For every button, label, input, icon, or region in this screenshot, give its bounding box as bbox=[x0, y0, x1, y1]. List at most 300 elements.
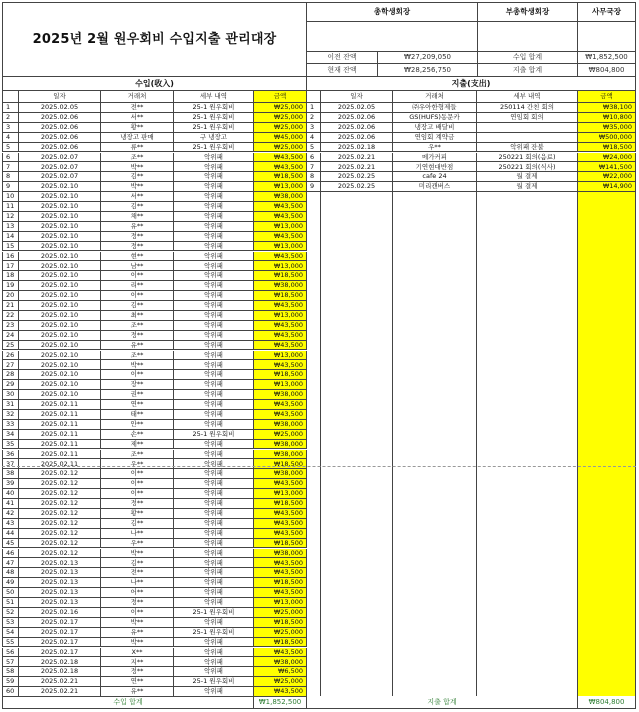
income-row-date: 2025.02.12 bbox=[19, 489, 101, 499]
income-row-amount: ₩38,000 bbox=[254, 440, 307, 450]
income-row-no: 44 bbox=[2, 529, 19, 539]
income-row-date: 2025.02.11 bbox=[19, 440, 101, 450]
income-row-party: 정** bbox=[101, 598, 174, 608]
income-row-party: 어** bbox=[101, 588, 174, 598]
expense-row-date: 2025.02.05 bbox=[321, 103, 393, 113]
income-row-no: 54 bbox=[2, 628, 19, 638]
income-row-no: 11 bbox=[2, 202, 19, 212]
income-row-date: 2025.02.13 bbox=[19, 558, 101, 568]
income-row-detail: 악위패 bbox=[174, 558, 254, 568]
income-row-party: 남** bbox=[101, 261, 174, 271]
income-row-detail: 악위패 bbox=[174, 420, 254, 430]
income-row-detail: 악위패 bbox=[174, 598, 254, 608]
income-row-party: 태** bbox=[101, 410, 174, 420]
income-row-no: 28 bbox=[2, 370, 19, 380]
income-row-party: 채** bbox=[101, 212, 174, 222]
income-row-detail: 악위패 bbox=[174, 182, 254, 192]
income-row-amount: ₩43,500 bbox=[254, 687, 307, 697]
expense-row-detail: 250221 회의(음료) bbox=[477, 153, 578, 163]
income-row-date: 2025.02.10 bbox=[19, 202, 101, 212]
income-header-amount: 금액 bbox=[254, 91, 307, 103]
income-total-value: ₩1,852,500 bbox=[254, 696, 307, 709]
income-row-party: 황** bbox=[101, 509, 174, 519]
income-row-party: 황** bbox=[101, 123, 174, 133]
income-row-date: 2025.02.10 bbox=[19, 380, 101, 390]
income-row-amount: ₩18,500 bbox=[254, 638, 307, 648]
income-row-detail: 악위패 bbox=[174, 321, 254, 331]
income-row-detail: 악위패 bbox=[174, 311, 254, 321]
income-row-amount: ₩43,500 bbox=[254, 321, 307, 331]
income-row-date: 2025.02.12 bbox=[19, 549, 101, 559]
income-row-party: 박** bbox=[101, 549, 174, 559]
expense-header-party: 거래처 bbox=[393, 91, 477, 103]
income-row-party: 박** bbox=[101, 360, 174, 370]
income-row-detail: 악위패 bbox=[174, 618, 254, 628]
income-row-no: 39 bbox=[2, 479, 19, 489]
income-row-party: 안** bbox=[101, 420, 174, 430]
income-row-detail: 악위패 bbox=[174, 459, 254, 469]
income-row-party: 유** bbox=[101, 341, 174, 351]
income-row-no: 38 bbox=[2, 469, 19, 479]
income-row-amount: ₩25,000 bbox=[254, 123, 307, 133]
income-row-date: 2025.02.10 bbox=[19, 182, 101, 192]
prev-balance-value: ₩27,209,050 bbox=[378, 52, 478, 64]
income-row-no: 24 bbox=[2, 331, 19, 341]
income-row-detail: 악위패 bbox=[174, 370, 254, 380]
income-row-party: 서** bbox=[101, 113, 174, 123]
income-row-detail: 구 냉장고 bbox=[174, 133, 254, 143]
income-row-amount: ₩38,000 bbox=[254, 420, 307, 430]
income-row-detail: 악위패 bbox=[174, 588, 254, 598]
income-row-party: 권** bbox=[101, 390, 174, 400]
income-row-no: 36 bbox=[2, 450, 19, 460]
income-row-party: 박** bbox=[101, 182, 174, 192]
income-row-amount: ₩18,500 bbox=[254, 539, 307, 549]
income-row-date: 2025.02.11 bbox=[19, 430, 101, 440]
income-row-detail: 악위패 bbox=[174, 281, 254, 291]
income-row-amount: ₩25,000 bbox=[254, 608, 307, 618]
income-row-date: 2025.02.12 bbox=[19, 499, 101, 509]
income-row-date: 2025.02.10 bbox=[19, 192, 101, 202]
income-row-date: 2025.02.21 bbox=[19, 687, 101, 697]
income-row-date: 2025.02.10 bbox=[19, 301, 101, 311]
income-row-detail: 25-1 원우회비 bbox=[174, 628, 254, 638]
income-row-detail: 악위패 bbox=[174, 331, 254, 341]
income-row-no: 52 bbox=[2, 608, 19, 618]
income-row-amount: ₩43,500 bbox=[254, 202, 307, 212]
income-row-party: 연** bbox=[101, 677, 174, 687]
expense-header-no bbox=[307, 91, 321, 103]
expense-row-amount: ₩38,100 bbox=[578, 103, 636, 113]
income-row-party: 손** bbox=[101, 430, 174, 440]
income-row-detail: 악위패 bbox=[174, 192, 254, 202]
income-row-no: 47 bbox=[2, 558, 19, 568]
income-row-date: 2025.02.10 bbox=[19, 261, 101, 271]
income-row-date: 2025.02.07 bbox=[19, 153, 101, 163]
income-row-date: 2025.02.10 bbox=[19, 291, 101, 301]
income-row-amount: ₩43,500 bbox=[254, 153, 307, 163]
income-row-amount: ₩38,000 bbox=[254, 549, 307, 559]
expense-row-party: 연임회 계약금 bbox=[393, 133, 477, 143]
income-row-detail: 악위패 bbox=[174, 291, 254, 301]
income-row-no: 13 bbox=[2, 222, 19, 232]
income-row-no: 5 bbox=[2, 143, 19, 153]
expense-row-amount: ₩14,900 bbox=[578, 182, 636, 192]
income-row-no: 50 bbox=[2, 588, 19, 598]
income-row-party: 조** bbox=[101, 351, 174, 361]
income-row-no: 20 bbox=[2, 291, 19, 301]
expense-row-no: 1 bbox=[307, 103, 321, 113]
secretary-general-label: 사무국장 bbox=[578, 2, 636, 22]
income-row-date: 2025.02.10 bbox=[19, 271, 101, 281]
income-row-amount: ₩43,500 bbox=[254, 588, 307, 598]
income-row-detail: 악위패 bbox=[174, 529, 254, 539]
income-row-party: 최** bbox=[101, 311, 174, 321]
income-row-amount: ₩43,500 bbox=[254, 252, 307, 262]
income-row-amount: ₩13,000 bbox=[254, 598, 307, 608]
expense-column-blank bbox=[477, 192, 578, 696]
income-row-amount: ₩25,000 bbox=[254, 677, 307, 687]
income-row-date: 2025.02.13 bbox=[19, 588, 101, 598]
income-row-party: 우** bbox=[101, 459, 174, 469]
income-row-detail: 악위패 bbox=[174, 212, 254, 222]
expense-row-amount: ₩35,000 bbox=[578, 123, 636, 133]
income-row-detail: 25-1 원우회비 bbox=[174, 143, 254, 153]
income-row-detail: 악위패 bbox=[174, 657, 254, 667]
income-row-no: 51 bbox=[2, 598, 19, 608]
vice-president-label: 부총학생회장 bbox=[478, 2, 578, 22]
income-row-detail: 악위패 bbox=[174, 578, 254, 588]
income-row-no: 30 bbox=[2, 390, 19, 400]
income-row-party: 전** bbox=[101, 103, 174, 113]
income-row-no: 57 bbox=[2, 657, 19, 667]
income-section-title: 수입(收入) bbox=[2, 77, 307, 91]
income-row-party: 이** bbox=[101, 479, 174, 489]
income-row-amount: ₩18,500 bbox=[254, 271, 307, 281]
income-row-party: 이** bbox=[101, 370, 174, 380]
income-row-detail: 악위패 bbox=[174, 261, 254, 271]
income-row-no: 1 bbox=[2, 103, 19, 113]
expense-row-date: 2025.02.21 bbox=[321, 153, 393, 163]
income-row-date: 2025.02.21 bbox=[19, 677, 101, 687]
income-row-date: 2025.02.11 bbox=[19, 459, 101, 469]
income-row-date: 2025.02.06 bbox=[19, 133, 101, 143]
income-row-no: 37 bbox=[2, 459, 19, 469]
income-row-date: 2025.02.10 bbox=[19, 212, 101, 222]
expense-row-amount: ₩18,500 bbox=[578, 143, 636, 153]
expense-header-date: 일자 bbox=[321, 91, 393, 103]
income-row-amount: ₩18,500 bbox=[254, 291, 307, 301]
income-row-date: 2025.02.16 bbox=[19, 608, 101, 618]
income-row-no: 58 bbox=[2, 667, 19, 677]
expense-total-value: ₩804,800 bbox=[578, 696, 636, 709]
income-row-amount: ₩25,000 bbox=[254, 628, 307, 638]
income-row-date: 2025.02.10 bbox=[19, 370, 101, 380]
income-row-party: 리** bbox=[101, 281, 174, 291]
income-row-party: 서** bbox=[101, 192, 174, 202]
income-row-party: 박** bbox=[101, 638, 174, 648]
expense-row-date: 2025.02.06 bbox=[321, 133, 393, 143]
income-row-detail: 25-1 원우회비 bbox=[174, 677, 254, 687]
income-row-no: 42 bbox=[2, 509, 19, 519]
income-row-date: 2025.02.10 bbox=[19, 311, 101, 321]
income-row-no: 32 bbox=[2, 410, 19, 420]
income-row-no: 49 bbox=[2, 578, 19, 588]
income-row-detail: 악위패 bbox=[174, 202, 254, 212]
income-row-amount: ₩18,500 bbox=[254, 618, 307, 628]
income-row-date: 2025.02.11 bbox=[19, 410, 101, 420]
income-row-no: 14 bbox=[2, 232, 19, 242]
income-row-detail: 25-1 원우회비 bbox=[174, 608, 254, 618]
income-row-amount: ₩25,000 bbox=[254, 103, 307, 113]
income-row-no: 27 bbox=[2, 360, 19, 370]
income-total-summary-value: ₩1,852,500 bbox=[578, 52, 636, 64]
expense-row-no: 3 bbox=[307, 123, 321, 133]
income-row-date: 2025.02.10 bbox=[19, 351, 101, 361]
income-row-amount: ₩43,500 bbox=[254, 529, 307, 539]
income-row-no: 4 bbox=[2, 133, 19, 143]
expense-row-party: 메가커피 bbox=[393, 153, 477, 163]
income-row-amount: ₩13,000 bbox=[254, 351, 307, 361]
income-row-detail: 악위패 bbox=[174, 341, 254, 351]
income-row-party: 류** bbox=[101, 143, 174, 153]
income-row-detail: 악위패 bbox=[174, 410, 254, 420]
income-row-amount: ₩18,500 bbox=[254, 578, 307, 588]
income-header-party: 거래처 bbox=[101, 91, 174, 103]
income-row-no: 3 bbox=[2, 123, 19, 133]
income-row-party: X** bbox=[101, 648, 174, 658]
income-row-party: 이** bbox=[101, 469, 174, 479]
expense-row-date: 2025.02.25 bbox=[321, 182, 393, 192]
income-row-party: 조** bbox=[101, 153, 174, 163]
income-row-amount: ₩43,500 bbox=[254, 360, 307, 370]
income-row-no: 6 bbox=[2, 153, 19, 163]
income-row-party: 제** bbox=[101, 440, 174, 450]
income-row-detail: 악위패 bbox=[174, 519, 254, 529]
income-row-detail: 25-1 원우회비 bbox=[174, 103, 254, 113]
income-row-detail: 악위패 bbox=[174, 549, 254, 559]
vice-president-sign-box[interactable] bbox=[478, 22, 578, 52]
income-row-date: 2025.02.10 bbox=[19, 331, 101, 341]
expense-row-detail bbox=[477, 123, 578, 133]
income-row-date: 2025.02.07 bbox=[19, 162, 101, 172]
income-row-no: 12 bbox=[2, 212, 19, 222]
income-row-no: 8 bbox=[2, 172, 19, 182]
income-row-detail: 악위패 bbox=[174, 539, 254, 549]
income-row-detail: 악위패 bbox=[174, 400, 254, 410]
expense-header-detail: 세부 내역 bbox=[477, 91, 578, 103]
income-row-no: 29 bbox=[2, 380, 19, 390]
income-row-amount: ₩25,000 bbox=[254, 143, 307, 153]
expense-row-party: GS(HUFS)동문카 bbox=[393, 113, 477, 123]
income-row-no: 55 bbox=[2, 638, 19, 648]
income-row-party: 냉장고 판매 bbox=[101, 133, 174, 143]
income-row-party: 김** bbox=[101, 172, 174, 182]
secretary-general-sign-box[interactable] bbox=[578, 22, 636, 52]
income-row-party: 이** bbox=[101, 291, 174, 301]
income-row-amount: ₩13,000 bbox=[254, 242, 307, 252]
income-row-date: 2025.02.12 bbox=[19, 469, 101, 479]
income-row-party: 나** bbox=[101, 529, 174, 539]
income-row-date: 2025.02.13 bbox=[19, 578, 101, 588]
income-row-detail: 악위패 bbox=[174, 252, 254, 262]
income-row-amount: ₩38,000 bbox=[254, 469, 307, 479]
income-row-detail: 악위패 bbox=[174, 648, 254, 658]
income-row-party: 김** bbox=[101, 301, 174, 311]
expense-row-detail bbox=[477, 133, 578, 143]
expense-row-no: 8 bbox=[307, 172, 321, 182]
income-row-date: 2025.02.13 bbox=[19, 598, 101, 608]
income-row-party: 정** bbox=[101, 232, 174, 242]
income-row-party: 정** bbox=[101, 667, 174, 677]
income-row-detail: 악위패 bbox=[174, 390, 254, 400]
income-row-party: 정** bbox=[101, 331, 174, 341]
income-row-amount: ₩25,000 bbox=[254, 113, 307, 123]
income-row-detail: 악위패 bbox=[174, 222, 254, 232]
expense-row-detail: 250221 회의(식사) bbox=[477, 162, 578, 172]
income-row-amount: ₩38,000 bbox=[254, 390, 307, 400]
income-row-date: 2025.02.10 bbox=[19, 360, 101, 370]
income-row-party: 현** bbox=[101, 252, 174, 262]
expense-row-party: 기연현대반점 bbox=[393, 162, 477, 172]
expense-column-blank bbox=[321, 192, 393, 696]
income-row-party: 조** bbox=[101, 450, 174, 460]
income-row-amount: ₩38,000 bbox=[254, 657, 307, 667]
income-row-detail: 악위패 bbox=[174, 380, 254, 390]
income-row-detail: 악위패 bbox=[174, 489, 254, 499]
income-row-party: 유** bbox=[101, 222, 174, 232]
curr-balance-label: 현재 잔액 bbox=[307, 64, 378, 77]
income-row-party: 이** bbox=[101, 489, 174, 499]
income-row-party: 유** bbox=[101, 687, 174, 697]
income-row-no: 17 bbox=[2, 261, 19, 271]
expense-row-amount: ₩141,500 bbox=[578, 162, 636, 172]
income-row-no: 7 bbox=[2, 162, 19, 172]
income-row-detail: 악위패 bbox=[174, 568, 254, 578]
expense-row-no: 4 bbox=[307, 133, 321, 143]
income-row-party: 장** bbox=[101, 380, 174, 390]
income-row-detail: 악위패 bbox=[174, 509, 254, 519]
income-row-party: 박** bbox=[101, 162, 174, 172]
income-row-amount: ₩13,000 bbox=[254, 261, 307, 271]
income-row-no: 23 bbox=[2, 321, 19, 331]
income-row-detail: 악위패 bbox=[174, 271, 254, 281]
president-sign-box[interactable] bbox=[307, 22, 478, 52]
expense-row-party: 냉장고 배달비 bbox=[393, 123, 477, 133]
income-row-amount: ₩13,000 bbox=[254, 311, 307, 321]
income-row-date: 2025.02.10 bbox=[19, 341, 101, 351]
income-row-detail: 악위패 bbox=[174, 232, 254, 242]
income-row-no: 9 bbox=[2, 182, 19, 192]
income-row-date: 2025.02.07 bbox=[19, 172, 101, 182]
income-row-detail: 25-1 원우회비 bbox=[174, 113, 254, 123]
income-row-party: 연** bbox=[101, 400, 174, 410]
income-row-party: 지** bbox=[101, 657, 174, 667]
income-row-party: 전** bbox=[101, 568, 174, 578]
income-row-no: 45 bbox=[2, 539, 19, 549]
income-row-no: 56 bbox=[2, 648, 19, 658]
expense-row-no: 5 bbox=[307, 143, 321, 153]
expense-row-amount: ₩500,000 bbox=[578, 133, 636, 143]
income-row-amount: ₩38,000 bbox=[254, 192, 307, 202]
income-row-detail: 악위패 bbox=[174, 242, 254, 252]
income-header-detail: 세부 내역 bbox=[174, 91, 254, 103]
income-row-detail: 악위패 bbox=[174, 667, 254, 677]
income-row-party: 이** bbox=[101, 608, 174, 618]
income-row-no: 40 bbox=[2, 489, 19, 499]
income-row-amount: ₩13,000 bbox=[254, 182, 307, 192]
income-row-detail: 악위패 bbox=[174, 687, 254, 697]
expense-row-amount: ₩10,800 bbox=[578, 113, 636, 123]
expense-row-no: 2 bbox=[307, 113, 321, 123]
income-row-no: 2 bbox=[2, 113, 19, 123]
income-row-detail: 악위패 bbox=[174, 479, 254, 489]
income-row-amount: ₩43,500 bbox=[254, 232, 307, 242]
income-row-amount: ₩6,500 bbox=[254, 667, 307, 677]
income-row-amount: ₩43,500 bbox=[254, 479, 307, 489]
income-row-amount: ₩18,500 bbox=[254, 499, 307, 509]
income-row-date: 2025.02.12 bbox=[19, 519, 101, 529]
income-row-party: 김** bbox=[101, 558, 174, 568]
expense-total-summary-value: ₩804,800 bbox=[578, 64, 636, 77]
income-row-amount: ₩45,000 bbox=[254, 133, 307, 143]
income-row-date: 2025.02.06 bbox=[19, 123, 101, 133]
expense-column-blank bbox=[307, 192, 321, 696]
income-row-detail: 25-1 원우회비 bbox=[174, 430, 254, 440]
income-row-no: 31 bbox=[2, 400, 19, 410]
income-row-detail: 악위패 bbox=[174, 172, 254, 182]
income-row-no: 18 bbox=[2, 271, 19, 281]
expense-row-no: 9 bbox=[307, 182, 321, 192]
expense-row-party: cafe 24 bbox=[393, 172, 477, 182]
income-row-amount: ₩13,000 bbox=[254, 380, 307, 390]
expense-total-label: 지출 합계 bbox=[307, 696, 578, 709]
income-row-amount: ₩18,500 bbox=[254, 172, 307, 182]
income-row-no: 48 bbox=[2, 568, 19, 578]
income-row-date: 2025.02.12 bbox=[19, 539, 101, 549]
income-row-party: 조** bbox=[101, 321, 174, 331]
income-row-detail: 악위패 bbox=[174, 162, 254, 172]
income-row-date: 2025.02.17 bbox=[19, 648, 101, 658]
income-total-label: 수입 합계 bbox=[2, 696, 254, 709]
income-row-amount: ₩43,500 bbox=[254, 212, 307, 222]
income-row-date: 2025.02.10 bbox=[19, 252, 101, 262]
income-row-date: 2025.02.18 bbox=[19, 667, 101, 677]
income-row-amount: ₩43,500 bbox=[254, 568, 307, 578]
expense-row-amount: ₩22,000 bbox=[578, 172, 636, 182]
income-row-no: 34 bbox=[2, 430, 19, 440]
expense-row-date: 2025.02.06 bbox=[321, 113, 393, 123]
income-row-date: 2025.02.05 bbox=[19, 103, 101, 113]
income-row-no: 41 bbox=[2, 499, 19, 509]
expense-row-party: ㈜우아한형제들 bbox=[393, 103, 477, 113]
income-row-date: 2025.02.10 bbox=[19, 232, 101, 242]
expense-row-date: 2025.02.25 bbox=[321, 172, 393, 182]
income-header-no bbox=[2, 91, 19, 103]
income-row-date: 2025.02.10 bbox=[19, 321, 101, 331]
income-row-party: 나** bbox=[101, 578, 174, 588]
income-row-amount: ₩43,500 bbox=[254, 301, 307, 311]
expense-row-date: 2025.02.06 bbox=[321, 123, 393, 133]
expense-row-detail: 악위패 잔불 bbox=[477, 143, 578, 153]
income-row-date: 2025.02.10 bbox=[19, 242, 101, 252]
income-row-amount: ₩43,500 bbox=[254, 648, 307, 658]
income-row-amount: ₩18,500 bbox=[254, 459, 307, 469]
income-row-detail: 악위패 bbox=[174, 469, 254, 479]
income-row-party: 유** bbox=[101, 628, 174, 638]
expense-row-no: 7 bbox=[307, 162, 321, 172]
income-row-amount: ₩18,500 bbox=[254, 370, 307, 380]
